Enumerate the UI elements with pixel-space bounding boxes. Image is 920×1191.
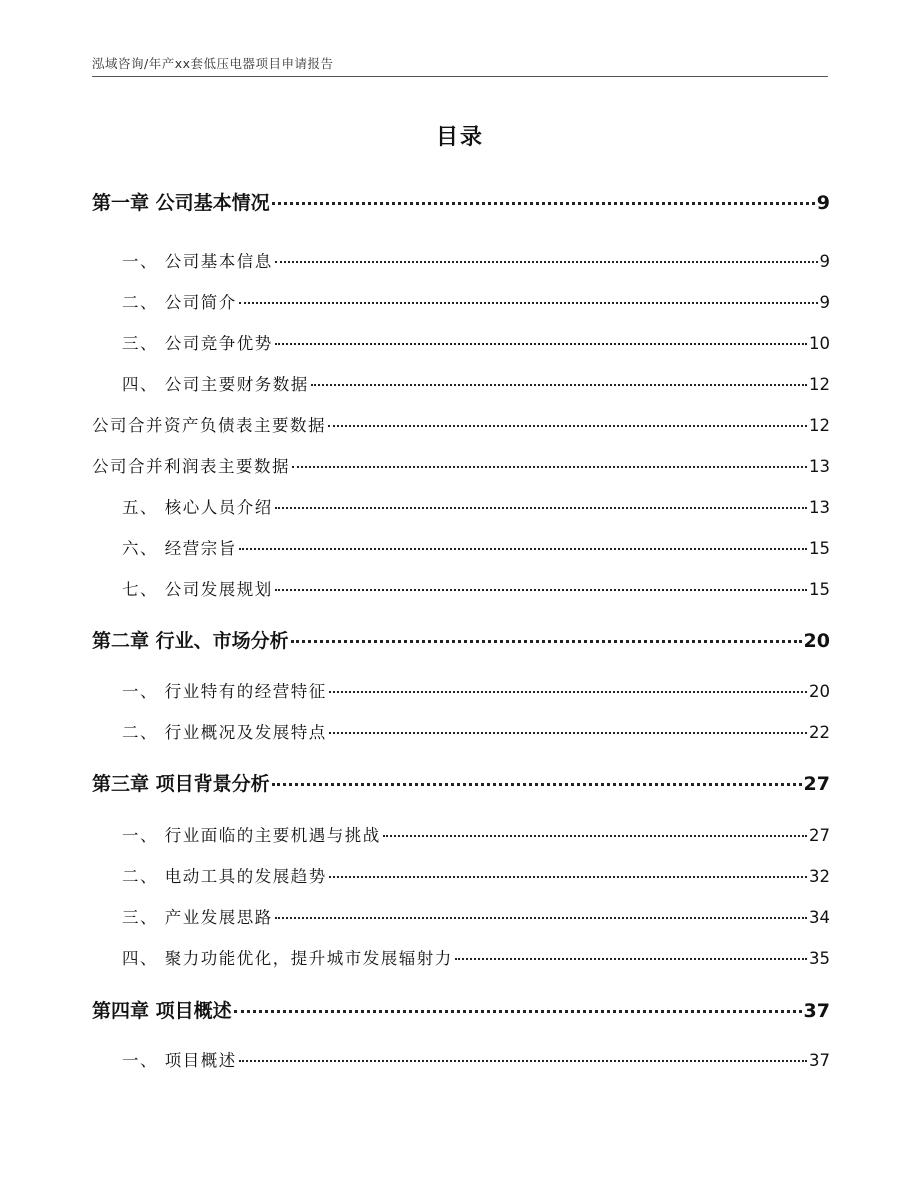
toc-chapter-entry[interactable]: [92, 626, 830, 653]
toc-dot-leader: [275, 343, 807, 345]
toc-entry-label: 七、 公司发展规划: [122, 580, 273, 599]
toc-dot-leader: [239, 1060, 807, 1062]
toc-dot-leader: [329, 876, 807, 878]
toc-dot-leader: [383, 835, 807, 837]
page-header: 泓域咨询/年产xx套低压电器项目申请报告: [92, 56, 334, 71]
toc-page-number: 13: [809, 498, 830, 517]
toc-page-number: 12: [809, 416, 830, 435]
toc-entry-label: 三、 产业发展思路: [122, 908, 273, 927]
toc-entry-label: 公司合并资产负债表主要数据: [92, 416, 326, 435]
toc-chapter-entry[interactable]: [92, 188, 830, 215]
toc-entry-label: 二、 电动工具的发展趋势: [122, 867, 327, 886]
toc-dot-leader: [234, 1010, 802, 1013]
toc-dot-leader: [329, 732, 807, 734]
toc-chapter-entry[interactable]: [92, 769, 830, 796]
toc-section-entry[interactable]: [92, 535, 830, 559]
toc-section-entry[interactable]: [92, 678, 830, 702]
toc-dot-leader: [275, 917, 807, 919]
toc-page-number: 27: [803, 773, 830, 795]
toc-dot-leader: [328, 425, 807, 427]
toc-section-entry[interactable]: [92, 576, 830, 600]
toc-dot-leader: [292, 466, 807, 468]
toc-dot-leader: [275, 507, 807, 509]
toc-page-number: 9: [819, 293, 830, 312]
toc-page-number: 35: [809, 949, 830, 968]
toc-dot-leader: [272, 202, 815, 205]
toc-page-number: 10: [809, 334, 830, 353]
toc-page-number: 20: [809, 682, 830, 701]
toc-section-entry[interactable]: [92, 412, 830, 436]
toc-entry-label: 第四章 项目概述: [92, 1000, 232, 1022]
toc-entry-label: 五、 核心人员介绍: [122, 498, 273, 517]
toc-entry-label: 一、 公司基本信息: [122, 252, 273, 271]
toc-entry-label: 二、 公司简介: [122, 293, 237, 312]
toc-dot-leader: [455, 958, 807, 960]
toc-section-entry[interactable]: [92, 330, 830, 354]
toc-entry-label: 一、 行业面临的主要机遇与挑战: [122, 826, 381, 845]
toc-dot-leader: [272, 783, 802, 786]
toc-page-number: 13: [809, 457, 830, 476]
header-divider: [92, 76, 828, 77]
toc-section-entry[interactable]: [92, 289, 830, 313]
toc-page-number: 9: [816, 192, 830, 214]
toc-section-entry[interactable]: [92, 494, 830, 518]
toc-entry-label: 二、 行业概况及发展特点: [122, 723, 327, 742]
toc-section-entry[interactable]: [92, 453, 830, 477]
toc-dot-leader: [311, 384, 807, 386]
toc-chapter-entry[interactable]: [92, 996, 830, 1023]
toc-section-entry[interactable]: [92, 822, 830, 846]
toc-dot-leader: [291, 640, 802, 643]
toc-page-number: 37: [803, 1000, 830, 1022]
toc-dot-leader: [275, 261, 818, 263]
toc-entry-label: 四、 聚力功能优化，提升城市发展辐射力: [122, 949, 453, 968]
toc-dot-leader: [239, 302, 818, 304]
toc-entry-label: 一、 项目概述: [122, 1051, 237, 1070]
toc-entry-label: 一、 行业特有的经营特征: [122, 682, 327, 701]
toc-title: 目录: [435, 125, 484, 150]
toc-section-entry[interactable]: [92, 945, 830, 969]
toc-dot-leader: [239, 548, 807, 550]
toc-entry-label: 公司合并利润表主要数据: [92, 457, 290, 476]
toc-page-number: 34: [809, 908, 830, 927]
toc-entry-label: 三、 公司竞争优势: [122, 334, 273, 353]
toc-page-number: 15: [809, 580, 830, 599]
toc-dot-leader: [275, 589, 807, 591]
toc-entry-label: 第二章 行业、市场分析: [92, 630, 289, 652]
toc-dot-leader: [329, 691, 807, 693]
toc-entry-label: 四、 公司主要财务数据: [122, 375, 309, 394]
toc-entry-label: 第一章 公司基本情况: [92, 192, 270, 214]
toc-section-entry[interactable]: [92, 863, 830, 887]
toc-page-number: 27: [809, 826, 830, 845]
toc-section-entry[interactable]: [92, 904, 830, 928]
toc-page-number: 32: [809, 867, 830, 886]
toc-page-number: 9: [819, 252, 830, 271]
toc-page-number: 15: [809, 539, 830, 558]
toc-section-entry[interactable]: [92, 719, 830, 743]
toc-entry-label: 六、 经营宗旨: [122, 539, 237, 558]
toc-page-number: 37: [809, 1051, 830, 1070]
toc-page-number: 22: [809, 723, 830, 742]
toc-page-number: 20: [803, 630, 830, 652]
toc-section-entry[interactable]: [92, 1047, 830, 1071]
toc-section-entry[interactable]: [92, 248, 830, 272]
toc-page-number: 12: [809, 375, 830, 394]
toc-entry-label: 第三章 项目背景分析: [92, 773, 270, 795]
toc-section-entry[interactable]: [92, 371, 830, 395]
